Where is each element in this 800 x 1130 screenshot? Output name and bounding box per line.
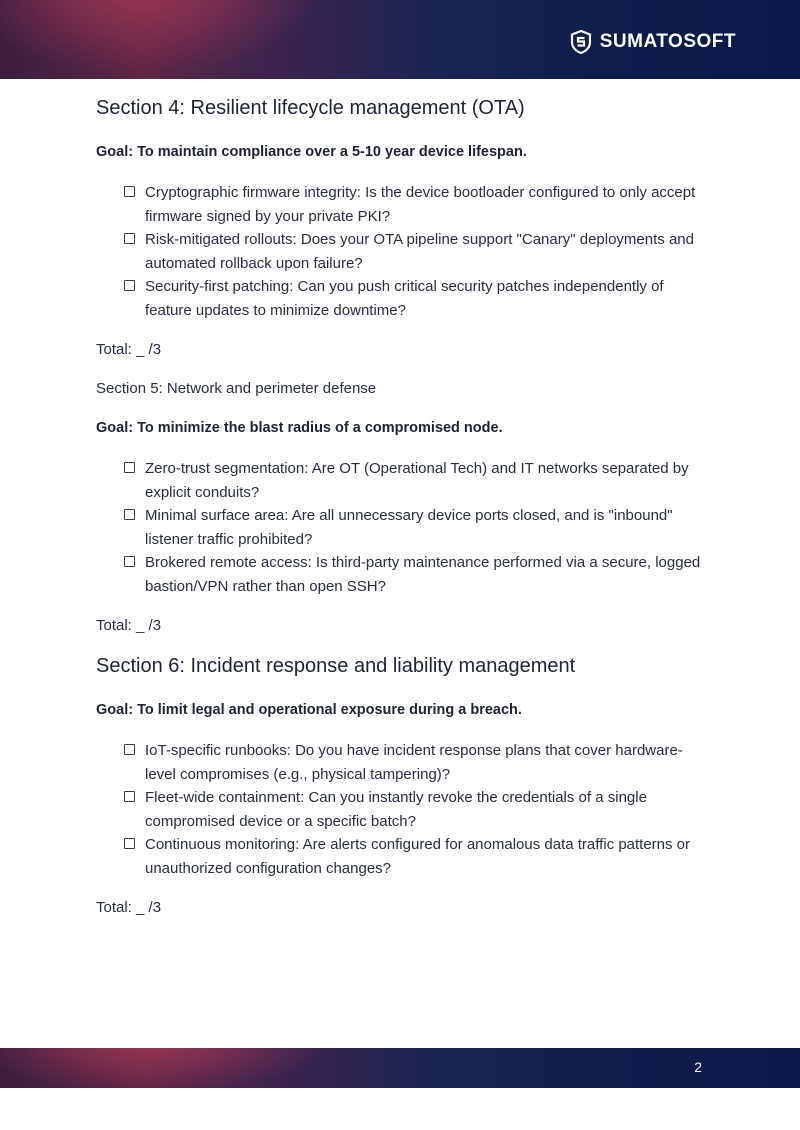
checklist-item: [124, 833, 704, 880]
checklist: [124, 739, 704, 880]
checkbox[interactable]: [124, 838, 135, 849]
section-title: Section 4: Resilient lifecycle management (OTA): [96, 97, 525, 119]
brand-logo: [570, 30, 736, 54]
checkbox[interactable]: [124, 744, 135, 755]
page-number: 2: [694, 1059, 702, 1075]
checklist-item-text: Fleet-wide containment: Can you instantly revoke the credentials of a single compromised device or a specific batch?: [145, 789, 647, 830]
checklist-item: [124, 181, 704, 228]
checkbox[interactable]: [124, 186, 135, 197]
section-goal: Goal: To minimize the blast radius of a compromised node.: [96, 420, 503, 436]
checkbox[interactable]: [124, 791, 135, 802]
section-title: Section 6: Incident response and liability management: [96, 655, 576, 677]
checklist-item-text: Continuous monitoring: Are alerts configured for anomalous data traffic patterns or unauthorized configuration changes?: [145, 836, 691, 877]
checkbox[interactable]: [124, 509, 135, 520]
brand-name: SUMATOSOFT: [599, 31, 736, 52]
checklist-item-text: Security-first patching: Can you push critical security patches independently of feature updates to minimize downtime?: [145, 278, 664, 319]
checkbox[interactable]: [124, 462, 135, 473]
section-goal: Goal: To maintain compliance over a 5-10 year device lifespan.: [96, 144, 527, 160]
checkbox[interactable]: [124, 233, 135, 244]
page-footer-banner: [0, 1048, 800, 1088]
checklist-item: [124, 786, 704, 833]
checkbox[interactable]: [124, 280, 135, 291]
s-shield-logo-icon: [570, 30, 592, 54]
checklist: [124, 181, 704, 322]
section-goal: Goal: To limit legal and operational exposure during a breach.: [96, 702, 522, 718]
section-total: Total: _ /3: [96, 899, 162, 916]
checklist: [124, 457, 704, 598]
checklist-item-text: Risk-mitigated rollouts: Does your OTA pipeline support "Canary" deployments and automated rollback upon failure?: [145, 231, 694, 272]
checklist-item: [124, 551, 704, 598]
checklist-item-text: Cryptographic firmware integrity: Is the device bootloader configured to only accept firmware signed by your private PKI?: [145, 184, 696, 225]
section-total: Total: _ /3: [96, 617, 162, 634]
checklist-item-text: IoT-specific runbooks: Do you have incident response plans that cover hardware-level compromises (e.g., physical tampering)?: [145, 742, 683, 783]
checkbox[interactable]: [124, 556, 135, 567]
checklist-item-text: Zero-trust segmentation: Are OT (Operational Tech) and IT networks separated by explicit conduits?: [145, 460, 689, 501]
section-title: Section 5: Network and perimeter defense: [96, 380, 377, 397]
page-header-banner: [0, 0, 800, 79]
section-total: Total: _ /3: [96, 341, 162, 358]
checklist-item: [124, 457, 704, 504]
checklist-item-text: Brokered remote access: Is third-party maintenance performed via a secure, logged bastion/VPN rather than open SSH?: [145, 554, 701, 595]
checklist-item: [124, 504, 704, 551]
checklist-item: [124, 228, 704, 275]
checklist-item: [124, 275, 704, 322]
checklist-item-text: Minimal surface area: Are all unnecessary device ports closed, and is "inbound" listener traffic prohibited?: [145, 507, 673, 548]
checklist-item: [124, 739, 704, 786]
